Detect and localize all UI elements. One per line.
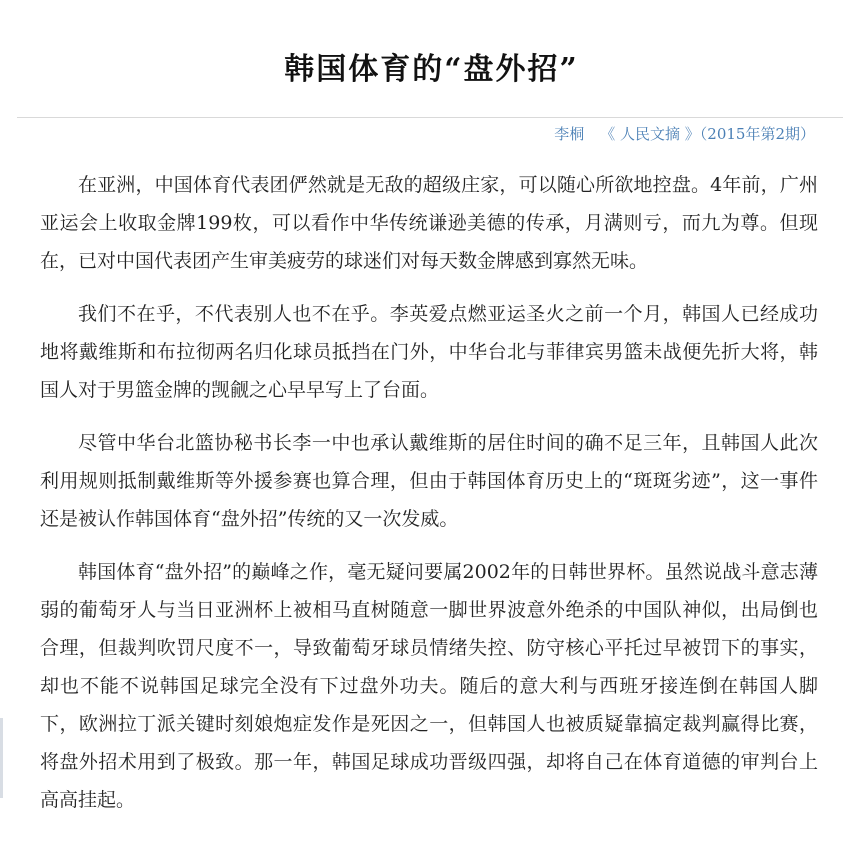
article-meta (554, 124, 815, 144)
article-body (40, 166, 818, 834)
paragraph-2: 我们不在乎，不代表别人也不在乎。李英爱点燃亚运圣火之前一个月，韩国人已经成功地将戴维斯和布拉彻两名归化球员抵挡在门外，中华台北与菲律宾男篮未战便先折大将，韩国人对于男篮金牌的觊觎之心早早写上了台面。 (40, 303, 818, 401)
source-link[interactable]: 《 人民文摘 》 (600, 125, 700, 143)
article-title: 韩国体育的“盘外招” (284, 52, 579, 87)
paragraph-3: 尽管中华台北篮协秘书长李一中也承认戴维斯的居住时间的确不足三年，且韩国人此次利用规则抵制戴维斯等外援参赛也算合理，但由于韩国体育历史上的“斑斑劣迹”，这一事件还是被认作韩国体育“盘外招”传统的又一次发威。 (40, 432, 818, 530)
paragraph-1: 在亚洲，中国体育代表团俨然就是无敌的超级庄家，可以随心所欲地控盘。4年前，广州亚运会上收取金牌199枚，可以看作中华传统谦逊美德的传承，月满则亏，而九为尊。但现在，已对中国代表团产生审美疲劳的球迷们对每天数金牌感到寡然无味。 (40, 174, 818, 272)
author-link[interactable]: 李桐 (554, 125, 585, 143)
issue-label: （2015年第2期） (699, 125, 815, 143)
title-divider (17, 117, 843, 118)
paragraph-4: 韩国体育“盘外招”的巅峰之作，毫无疑问要属2002年的日韩世界杯。虽然说战斗意志薄弱的葡萄牙人与当日亚洲杯上被相马直树随意一脚世界波意外绝杀的中国队神似，出局倒也合理，但裁判吹罚尺度不一，导致葡萄牙球员情绪失控、防守核心平托过早被罚下的事实，却也不能不说韩国足球完全没有下过盘外功夫。随后的意大利与西班牙接连倒在韩国人脚下，欧洲拉丁派关键时刻娘炮症发作是死因之一，但韩国人也被质疑靠搞定裁判赢得比赛，将盘外招术用到了极致。那一年，韩国足球成功晋级四强，却将自己在体育道德的审判台上高高挂起。 (40, 561, 818, 811)
